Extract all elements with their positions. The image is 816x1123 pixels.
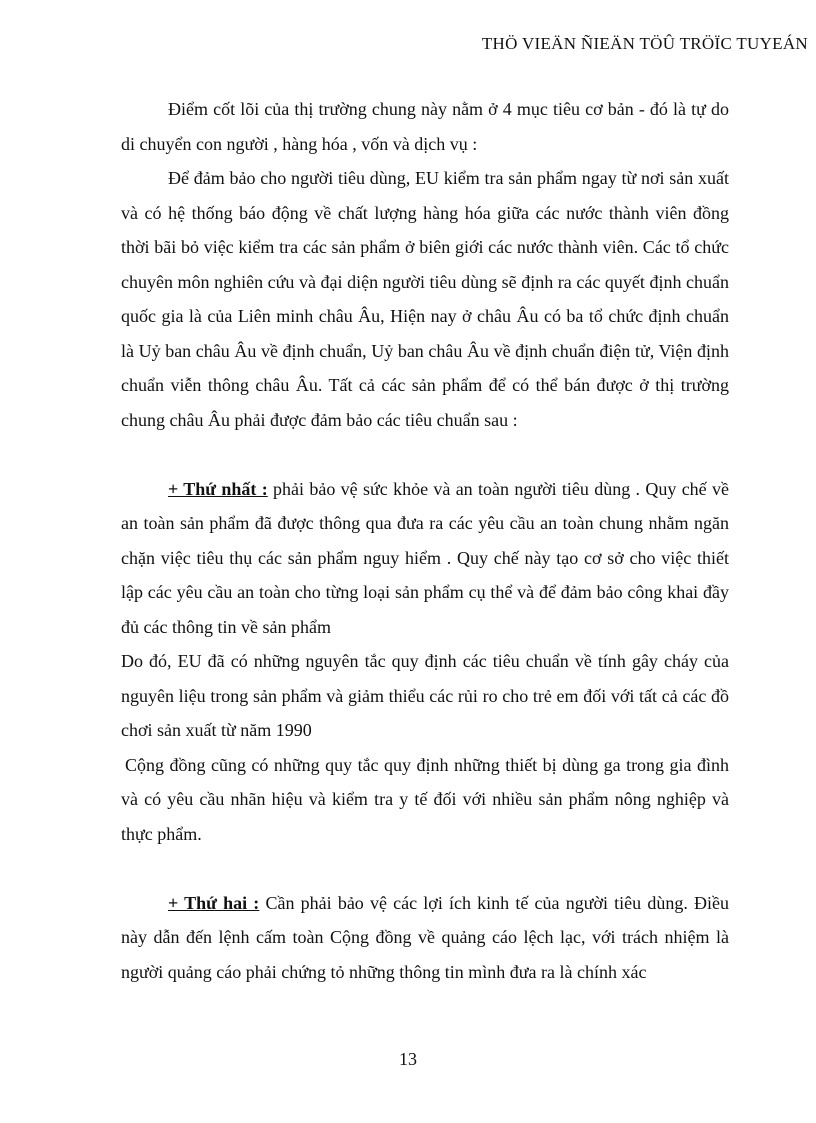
page-number: 13 <box>399 1049 417 1069</box>
paragraph-second-requirement <box>121 886 729 990</box>
document-body <box>121 92 729 989</box>
first-requirement-label: + Thứ nhất : <box>168 478 268 499</box>
paragraph-common-market-goals: Điểm cốt lõi của thị trường chung này nằm ở 4 mục tiêu cơ bản - đó là tự do di chuyển con người , hàng hóa , vốn và dịch vụ : <box>121 99 729 154</box>
running-header: THÖ VIEÄN ÑIEÄN TÖÛ TRÖÏC TUYEÁN <box>481 34 808 53</box>
second-requirement-text: Cần phải bảo vệ các lợi ích kinh tế của người tiêu dùng. Điều này dẫn đến lệnh cấm toàn Cộng đồng về quảng cáo lệch lạc, với trách nhiệm là người quảng cáo phải chứng tỏ những thông tin mình đưa ra là chính xác <box>121 892 729 982</box>
paragraph-consumer-protection: Để đảm bảo cho người tiêu dùng, EU kiểm tra sản phẩm ngay từ nơi sản xuất và có hệ thống báo động về chất lượng hàng hóa giữa các nước thành viên đồng thời bãi bỏ việc kiểm tra các sản phẩm ở biên giới các nước thành viên. Các tổ chức chuyên môn nghiên cứu và đại diện người tiêu dùng sẽ định ra các quyết định chuẩn quốc gia là của Liên minh châu Âu, Hiện nay ở châu Âu có ba tổ chức định chuẩn là Uỷ ban châu Âu về định chuẩn, Uỷ ban châu Âu về định chuẩn điện tử, Viện định chuẩn viễn thông châu Âu. Tất cả các sản phẩm để có thể bán được ở thị trường chung châu Âu phải được đảm bảo các tiêu chuẩn sau : <box>121 168 729 430</box>
second-requirement-label: + Thứ hai : <box>168 892 260 913</box>
first-requirement-text: phải bảo vệ sức khỏe và an toàn người tiêu dùng . Quy chế về an toàn sản phẩm đã được thông qua đưa ra các yêu cầu an toàn chung nhằm ngăn chặn việc tiêu thụ các sản phẩm nguy hiểm . Quy chế này tạo cơ sở cho việc thiết lập các yêu cầu an toàn cho từng loại sản phẩm cụ thể và để đảm bảo công khai đầy đủ các thông tin về sản phẩm <box>121 478 729 637</box>
paragraph-gas-appliance-rules: Cộng đồng cũng có những quy tắc quy định những thiết bị dùng ga trong gia đình và có yêu cầu nhãn hiệu và kiểm tra y tế đối với nhiều sản phẩm nông nghiệp và thực phẩm. <box>121 754 729 844</box>
paragraph-fire-safety-rules: Do đó, EU đã có những nguyên tắc quy định các tiêu chuẩn về tính gây cháy của nguyên liệu trong sản phẩm và giảm thiểu các rủi ro cho trẻ em đối với tất cả các đồ chơi sản xuất từ năm 1990 <box>121 651 729 740</box>
paragraph-first-requirement <box>121 472 729 645</box>
